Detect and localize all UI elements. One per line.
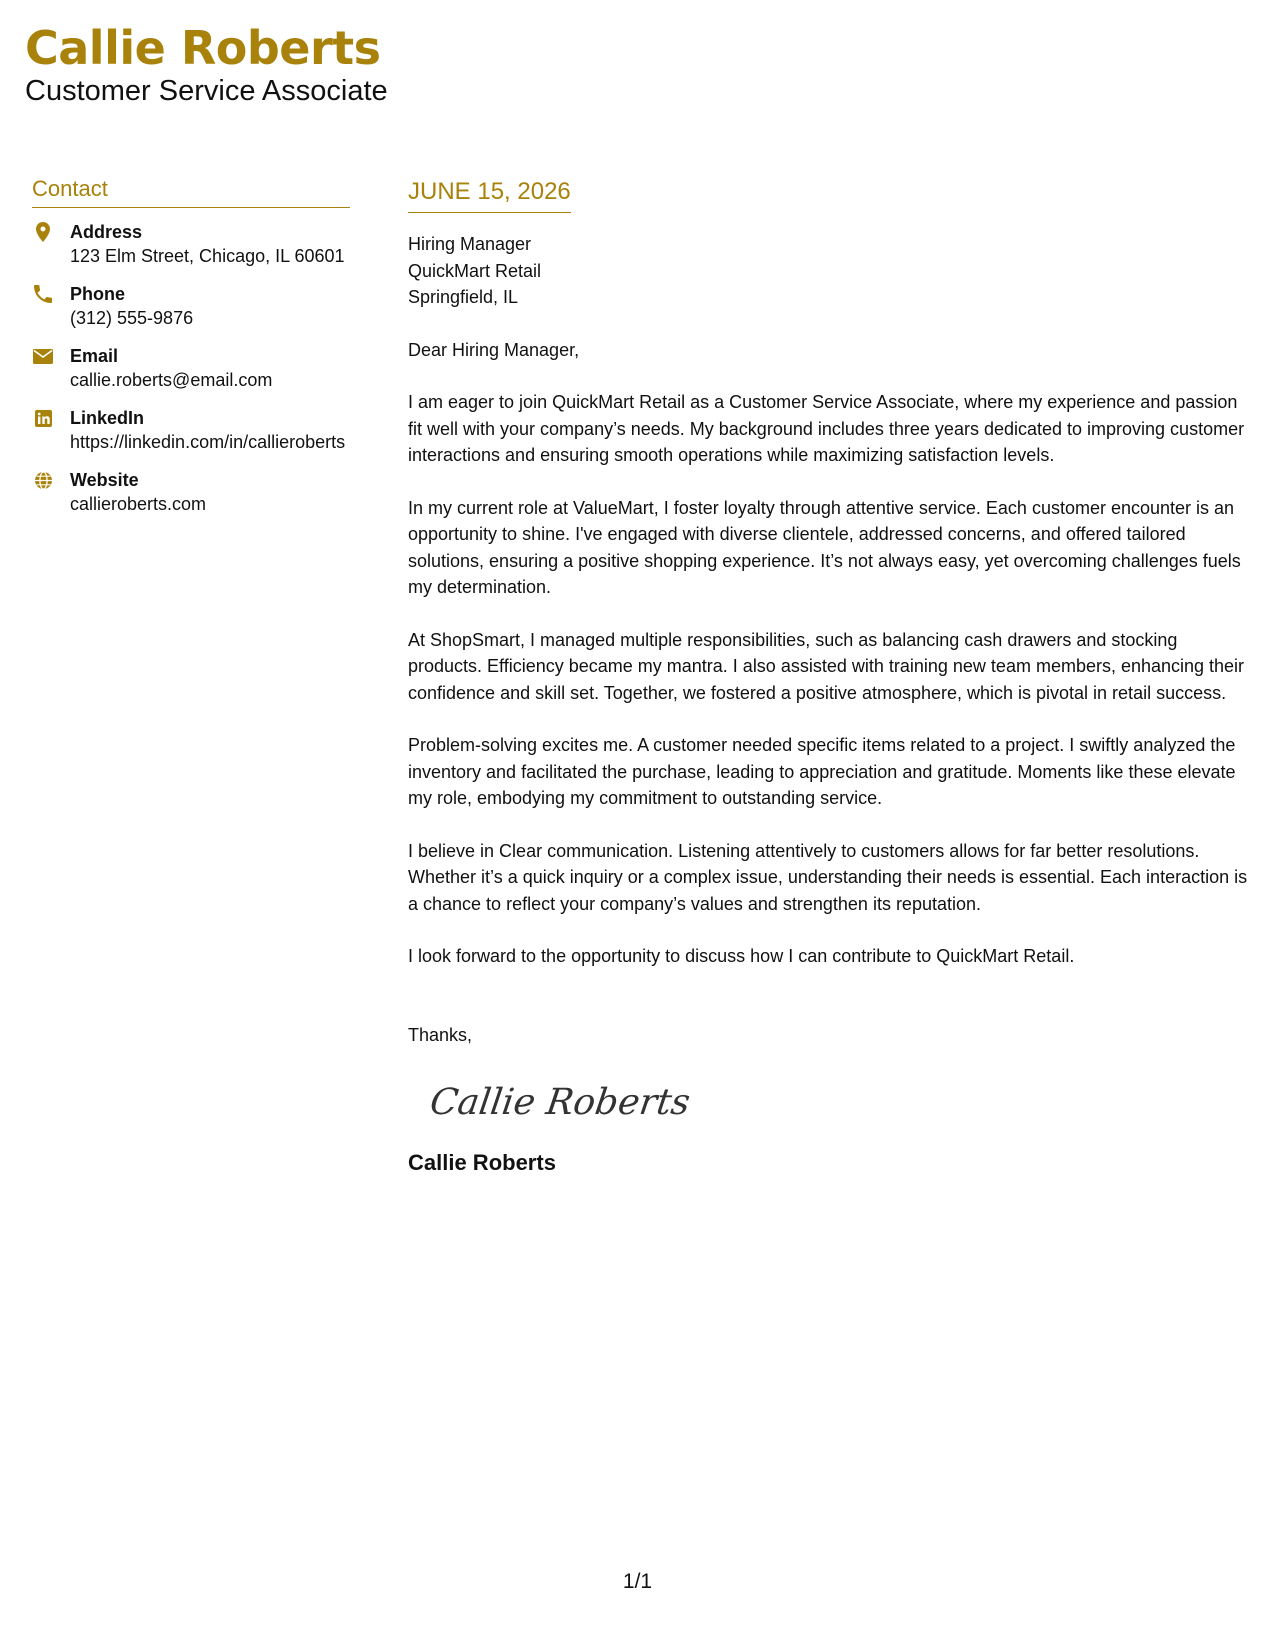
globe-icon	[32, 469, 54, 491]
address-label: Address	[70, 222, 143, 242]
email-label: Email	[70, 346, 119, 366]
page-number: 1/1	[622, 1570, 653, 1593]
address-value: 123 Elm Street, Chicago, IL 60601	[70, 246, 345, 266]
contact-phone	[32, 282, 350, 330]
contact-linkedin	[32, 406, 350, 454]
paragraph-5: I believe in Clear communication. Listening attentively to customers allows for far better resolutions. Whether it’s a quick inquiry or a complex issue, understanding their needs is essential. Each interaction is a chance to reflect your company’s values and strengthen its reputation.	[408, 840, 1248, 914]
phone-icon	[32, 283, 54, 305]
letter-body	[408, 178, 1250, 1176]
salutation: Dear Hiring Manager,	[408, 339, 580, 360]
email-value: callie.roberts@email.com	[70, 370, 273, 390]
website-value[interactable]: callieroberts.com	[70, 494, 207, 514]
recipient-block	[408, 231, 1250, 311]
applicant-role: Customer Service Associate	[25, 74, 388, 107]
recipient-title: Hiring Manager	[408, 234, 532, 254]
applicant-name: Callie Roberts	[25, 21, 381, 75]
linkedin-icon	[32, 407, 54, 429]
contact-address	[32, 220, 350, 268]
recipient-company: QuickMart Retail	[408, 260, 542, 281]
paragraph-1: I am eager to join QuickMart Retail as a Customer Service Associate, where my experience and passion fit well with your company’s needs. My background includes three years dedicated to improving customer interactions and ensuring smooth operations while maximizing satisfaction levels.	[408, 392, 1245, 465]
paragraph-4: Problem-solving excites me. A customer needed specific items related to a project. I swiftly analyzed the inventory and facilitated the purchase, leading to appreciation and gratitude. Moments like these elevate my role, embodying my commitment to outstanding service.	[408, 735, 1236, 808]
linkedin-value[interactable]: https://linkedin.com/in/callieroberts	[70, 432, 346, 452]
signature-text: Callie Roberts	[427, 1080, 693, 1123]
envelope-icon	[32, 345, 54, 367]
contact-section-title: Contact	[32, 176, 350, 208]
website-label: Website	[70, 470, 139, 490]
paragraph-6: I look forward to the opportunity to discuss how I can contribute to QuickMart Retail.	[408, 946, 1075, 966]
letter-date: JUNE 15, 2026	[408, 178, 571, 205]
handwritten-signature	[427, 1062, 1250, 1142]
contact-sidebar	[32, 176, 350, 530]
paragraph-2: In my current role at ValueMart, I foster loyalty through attentive service. Each customer encounter is an opportunity to shine. I've engaged with diverse clientele, addressed concerns, and offered tailored solutions, ensuring a positive shopping experience. It’s not always easy, yet overcoming challenges fuels my determination.	[408, 497, 1241, 597]
map-pin-icon	[32, 221, 54, 243]
letter-date-block	[408, 178, 571, 213]
recipient-location: Springfield, IL	[408, 287, 519, 307]
signed-name: Callie Roberts	[408, 1150, 556, 1175]
phone-value: (312) 555-9876	[70, 308, 194, 328]
linkedin-label: LinkedIn	[70, 408, 145, 428]
paragraph-3: At ShopSmart, I managed multiple responsibilities, such as balancing cash drawers and stocking products. Efficiency became my mantra. I also assisted with training new team members, enhancing their confidence and skill set. Together, we fostered a positive atmosphere, which is pivotal in retail success.	[408, 629, 1245, 703]
phone-label: Phone	[70, 284, 126, 304]
contact-website	[32, 468, 350, 516]
closing: Thanks,	[408, 1024, 473, 1045]
contact-email	[32, 344, 350, 392]
header	[25, 22, 388, 108]
